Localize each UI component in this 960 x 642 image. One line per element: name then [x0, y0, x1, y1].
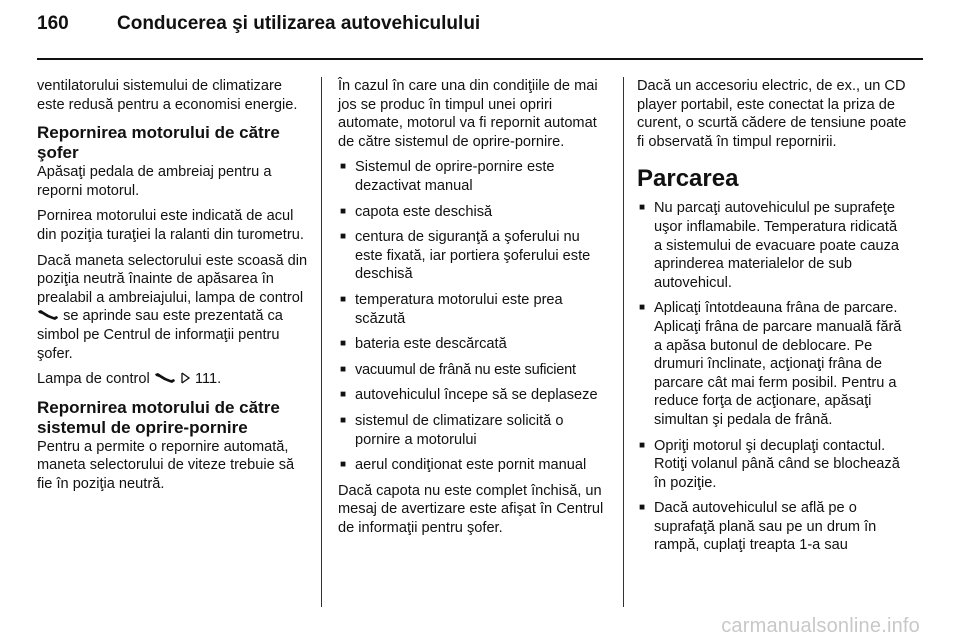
list-item: ■ centura de siguranţă a şoferului nu este fixată, iar portiera şoferului este deschisă — [338, 228, 608, 284]
list-item: ■ Dacă autovehiculul se află pe o suprafaţă plană sau pe un drum în rampă, cuplaţi treapta 1-a sau — [637, 499, 909, 555]
paragraph: ventilatorului sistemului de climatizare este redusă pentru a economisi energie. — [37, 78, 298, 113]
parking-list — [637, 199, 909, 555]
column-3 — [637, 77, 909, 562]
list-item: ■ Opriţi motorul şi decuplaţi contactul. Rotiţi volanul până când se blochează în poziţie. — [637, 437, 909, 493]
paragraph-reference — [37, 370, 309, 389]
text-span: se aprinde sau este prezentată ca simbol pe Centrul de informaţii pentru şofer. — [37, 308, 283, 362]
page-header — [37, 13, 480, 43]
list-item: ■ temperatura motorului este prea scăzută — [338, 291, 608, 328]
section-heading-restart-driver: Repornirea motorului de către şofer — [37, 123, 280, 163]
paragraph: Pentru a permite o repornire automată, maneta selectorului de viteze trebuie să fie în poziţia neutră. — [37, 438, 295, 492]
list-item: ■ bateria este descărcată — [338, 335, 608, 354]
column-divider-2 — [623, 77, 624, 607]
column-divider-1 — [321, 77, 322, 607]
section-heading-parking: Parcarea — [637, 165, 739, 193]
header-rule — [37, 58, 923, 60]
page-reference[interactable]: 111. — [194, 371, 222, 388]
column-2 — [338, 77, 608, 544]
paragraph: Dacă capota nu este complet închisă, un mesaj de avertizare este afişat în Centrul de informaţii pentru şofer. — [338, 482, 604, 536]
page-reference-icon — [180, 372, 191, 384]
paragraph: În cazul în care una din condiţiile de mai jos se produc în timpul unei opriri automate, motorul va fi repornit automat de către sistemul de oprire-pornire. — [338, 78, 598, 150]
list-item: ■ sistemul de climatizare solicită o pornire a motorului — [338, 412, 608, 449]
list-item: ■ Nu parcaţi autovehiculul pe suprafeţe uşor inflamabile. Temperatura ridicată a sistemului de evacuare poate cauza aprinderea materialelor de sub autovehicul. — [637, 199, 909, 292]
paragraph: Dacă un accesoriu electric, de ex., un CD player portabil, este conectat la priza de curent, o scurtă cădere de tensiune poate fi observată în timpul repornirii. — [637, 78, 907, 150]
text-span: Lampa de control — [37, 371, 150, 388]
section-heading-restart-system: Repornirea motorului de către sistemul de oprire-pornire — [37, 397, 280, 437]
page-title: Conducerea şi utilizarea autovehiculului — [117, 13, 481, 34]
paragraph: Pornirea motorului este indicată de acul din poziţia turaţiei la ralanti din turometru. — [37, 208, 304, 243]
paragraph-control-lamp — [37, 252, 309, 364]
restart-conditions-list — [338, 158, 608, 474]
list-item: ■ autovehiculul începe să se deplaseze — [338, 386, 608, 405]
wrench-icon — [37, 309, 59, 321]
column-1 — [37, 77, 309, 501]
list-item: ■ aerul condiţionat este pornit manual — [338, 456, 608, 475]
list-item: ■ Aplicaţi întotdeauna frâna de parcare. Aplicaţi frâna de parcare manuală fără a apăsa butonul de deblocare. Pe drumuri înclinate, acţionaţi frâna de parcare cât mai ferm posibil. Pentru a reduce forţa de acţionare, apăsaţi simultan şi pedala de frână. — [637, 299, 909, 429]
list-item: ■ vacuumul de frână nu este suficient — [338, 361, 608, 380]
text-span: Dacă maneta selectorului este scoasă din poziţia neutră înainte de apăsarea în prealabil a ambreiajului, lampa de control — [37, 252, 308, 306]
wrench-icon — [154, 372, 176, 384]
list-item: ■ Sistemul de oprire-pornire este dezactivat manual — [338, 158, 608, 195]
paragraph: Apăsaţi pedala de ambreiaj pentru a reporni motorul. — [37, 164, 272, 199]
page-number: 160 — [37, 13, 69, 34]
list-item: ■ capota este deschisă — [338, 203, 608, 222]
watermark: carmanualsonline.info — [721, 615, 920, 637]
